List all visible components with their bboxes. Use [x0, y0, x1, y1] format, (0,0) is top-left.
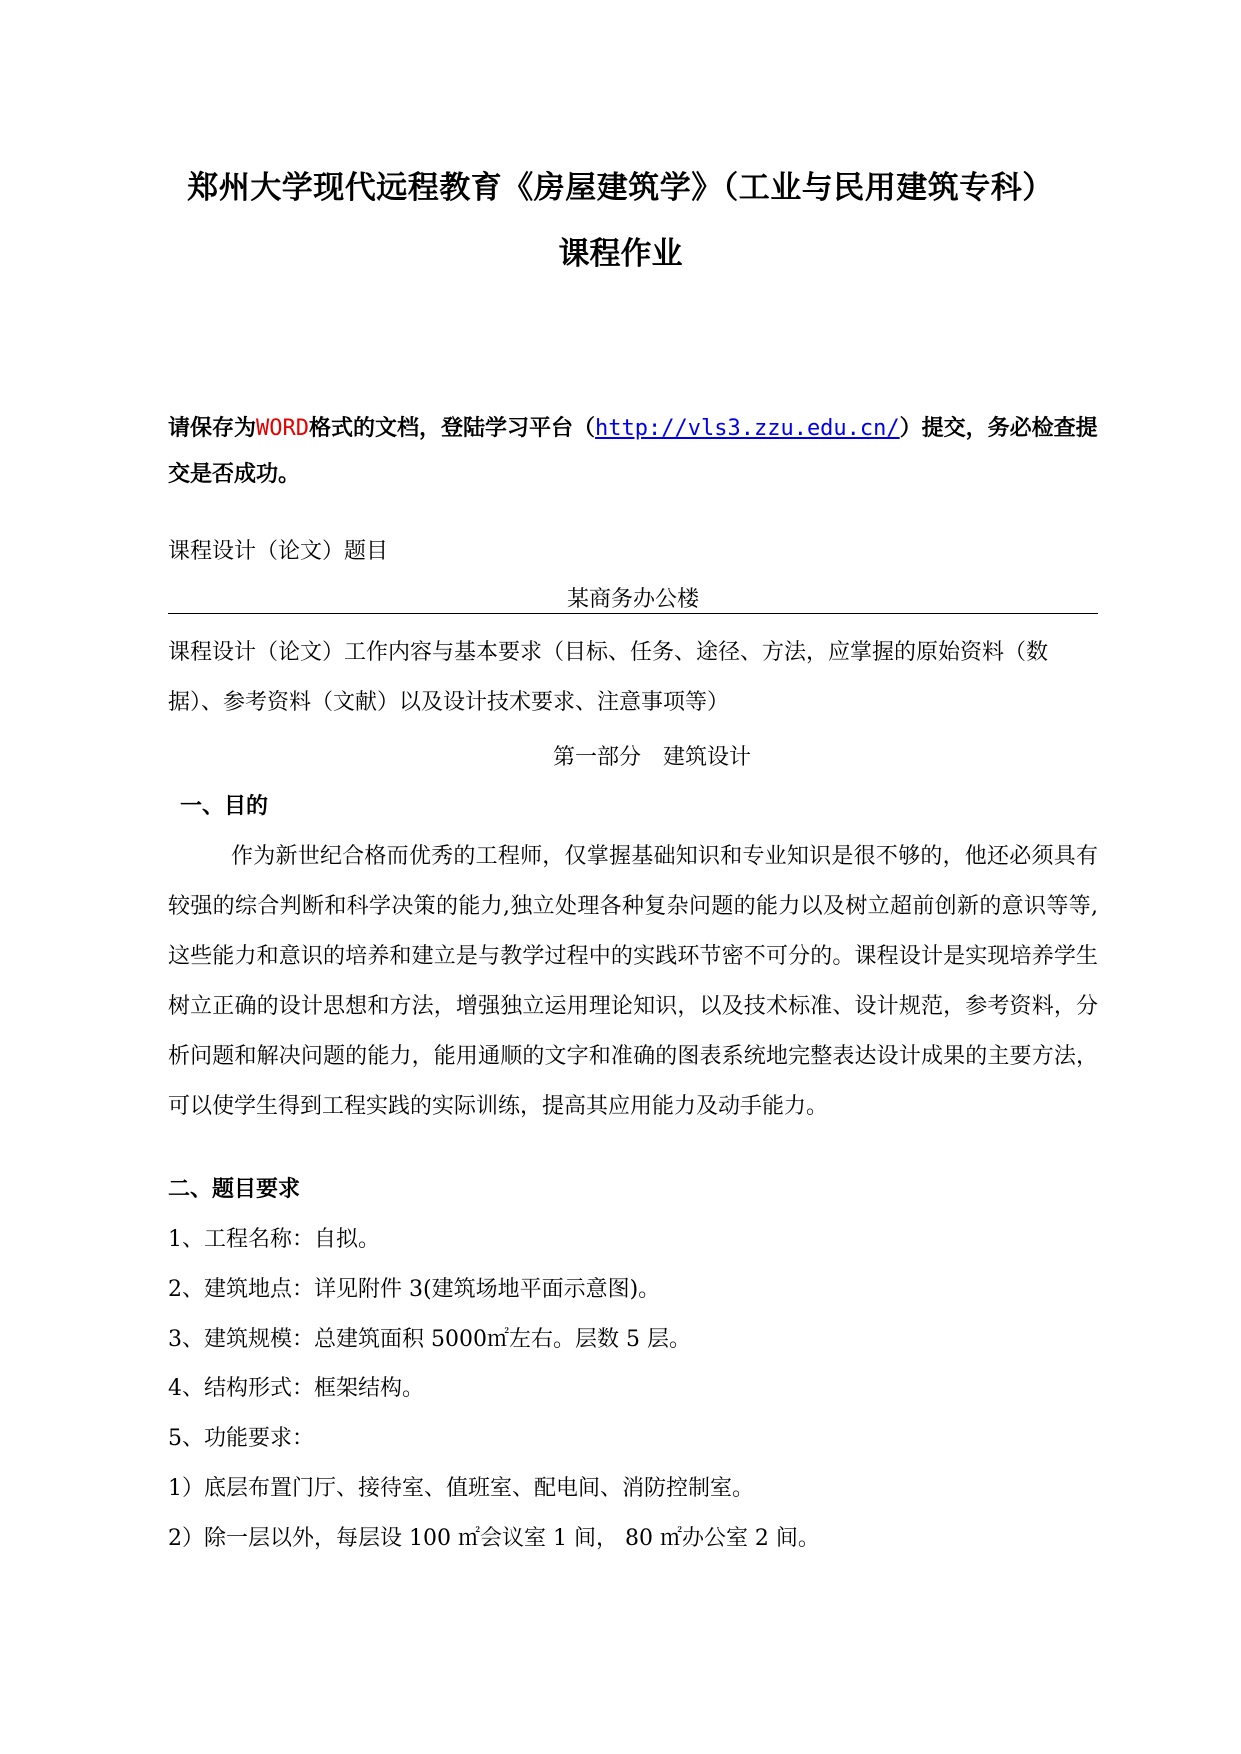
platform-link[interactable]: http://vls3.zzu.edu.cn/ [595, 416, 900, 441]
requirement-item: 3、建筑规模：总建筑面积 5000㎡左右。层数 5 层。 [168, 1327, 691, 1352]
requirement-item: 1）底层布置门厅、接待室、值班室、配电间、消防控制室。 [168, 1476, 754, 1501]
requirements-intro-bold: 课程设计（论文）工作内容与基本要求 [168, 640, 543, 665]
requirement-item: 5、功能要求： [168, 1426, 314, 1451]
submission-notice [168, 406, 1098, 498]
topic-underline [168, 613, 1098, 614]
document-title: 郑州大学现代远程教育《房屋建筑学》（工业与民用建筑专科） [187, 170, 1054, 206]
document-subtitle: 课程作业 [558, 236, 683, 272]
section1-heading: 一、目的 [180, 794, 269, 819]
topic-value: 某商务办公楼 [566, 587, 699, 612]
requirements-intro-detail: （目标、任务、途径、方法，应掌握的原始资料（数据）、参考资料（文献）以及设计技术要求、注意事项等） [168, 640, 1049, 715]
notice-middle: 格式的文档，登陆学习平台（ [309, 416, 596, 441]
requirement-item: 1、工程名称：自拟。 [168, 1227, 380, 1252]
section1-paragraph: 作为新世纪合格而优秀的工程师，仅掌握基础知识和专业知识是很不够的，他还必须具有较强的综合判断和科学决策的能力,独立处理各种复杂问题的能力以及树立超前创新的意识等等,这些能力和意识的培养和建立是与教学过程中的实践环节密不可分的。课程设计是实现培养学生树立正确的设计思想和方法，增强独立运用理论知识，以及技术标准、设计规范，参考资料，分析问题和解决问题的能力，能用通顺的文字和准确的图表系统地完整表达设计成果的主要方法，可以使学生得到工程实践的实际训练，提高其应用能力及动手能力。 [168, 844, 1098, 1119]
part-heading: 第一部分 建筑设计 [553, 745, 752, 770]
requirement-item: 2、建筑地点：详见附件 3(建筑场地平面示意图)。 [168, 1277, 661, 1302]
section2-heading: 二、题目要求 [168, 1177, 301, 1202]
topic-label: 课程设计（论文）题目 [168, 539, 389, 564]
notice-suffix: ）提交，务必检查提交是否成功。 [168, 416, 1098, 487]
requirements-intro [168, 628, 1098, 728]
notice-prefix: 请保存为 [168, 416, 257, 441]
requirement-item: 4、结构形式：框架结构。 [168, 1376, 424, 1401]
requirement-item: 2）除一层以外，每层设 100 ㎡会议室 1 间， 80 ㎡办公室 2 间。 [168, 1526, 820, 1551]
word-format-text: WORD [256, 416, 309, 441]
